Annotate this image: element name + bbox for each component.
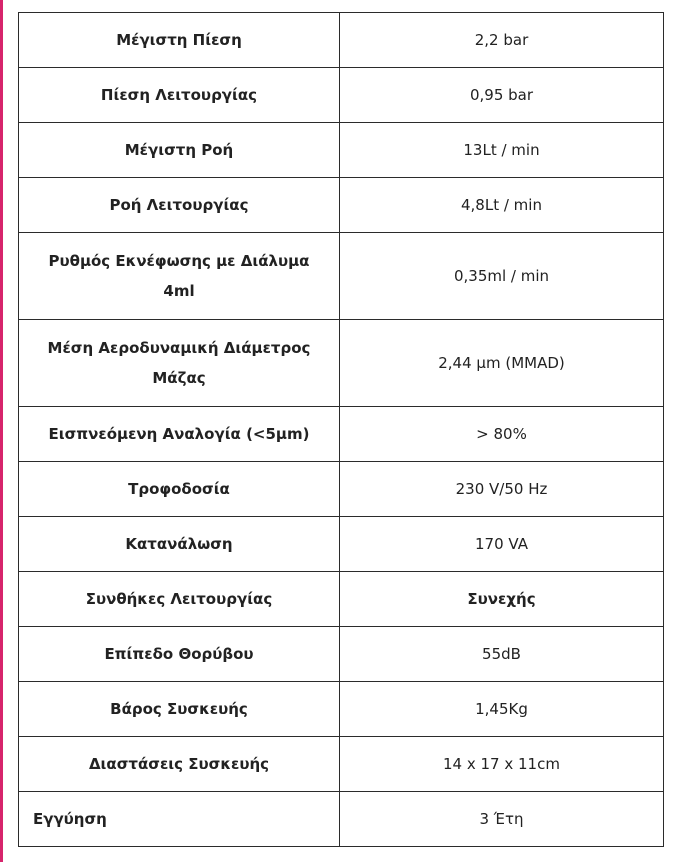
- spec-label: Μέγιστη Πίεση: [19, 13, 340, 68]
- table-row: [19, 627, 664, 682]
- spec-value: 4,8Lt / min: [340, 178, 664, 233]
- spec-value: 2,2 bar: [340, 13, 664, 68]
- table-row: [19, 233, 664, 320]
- spec-label: Εισπνεόμενη Αναλογία (<5μm): [19, 407, 340, 462]
- table-row: [19, 682, 664, 737]
- table-row: [19, 407, 664, 462]
- spec-value: 13Lt / min: [340, 123, 664, 178]
- spec-label: Μέγιστη Ροή: [19, 123, 340, 178]
- spec-value: Συνεχής: [340, 572, 664, 627]
- table-row: [19, 320, 664, 407]
- specifications-table: [18, 12, 664, 847]
- spec-value: 0,35ml / min: [340, 233, 664, 320]
- table-row: [19, 123, 664, 178]
- spec-value: 14 x 17 x 11cm: [340, 737, 664, 792]
- spec-label: Εγγύηση: [19, 792, 340, 847]
- table-row: [19, 178, 664, 233]
- spec-value: 0,95 bar: [340, 68, 664, 123]
- spec-value: 230 V/50 Hz: [340, 462, 664, 517]
- spec-value: 2,44 μm (MMAD): [340, 320, 664, 407]
- table-row: [19, 792, 664, 847]
- spec-label: Επίπεδο Θορύβου: [19, 627, 340, 682]
- spec-value: 3 Έτη: [340, 792, 664, 847]
- spec-label: Βάρος Συσκευής: [19, 682, 340, 737]
- spec-label: Διαστάσεις Συσκευής: [19, 737, 340, 792]
- table-row: [19, 462, 664, 517]
- spec-label: Ροή Λειτουργίας: [19, 178, 340, 233]
- table-row: [19, 737, 664, 792]
- table-row: [19, 13, 664, 68]
- spec-label: Συνθήκες Λειτουργίας: [19, 572, 340, 627]
- table-row: [19, 517, 664, 572]
- accent-edge: [0, 0, 3, 862]
- spec-label: Ρυθμός Εκνέφωσης με Διάλυμα 4ml: [19, 233, 340, 320]
- spec-value: 1,45Kg: [340, 682, 664, 737]
- spec-value: 170 VA: [340, 517, 664, 572]
- spec-label: Τροφοδοσία: [19, 462, 340, 517]
- spec-value: 55dB: [340, 627, 664, 682]
- table-row: [19, 572, 664, 627]
- spec-label: Πίεση Λειτουργίας: [19, 68, 340, 123]
- table-row: [19, 68, 664, 123]
- spec-value: > 80%: [340, 407, 664, 462]
- spec-label: Μέση Αεροδυναμική Διάμετρος Μάζας: [19, 320, 340, 407]
- spec-label: Κατανάλωση: [19, 517, 340, 572]
